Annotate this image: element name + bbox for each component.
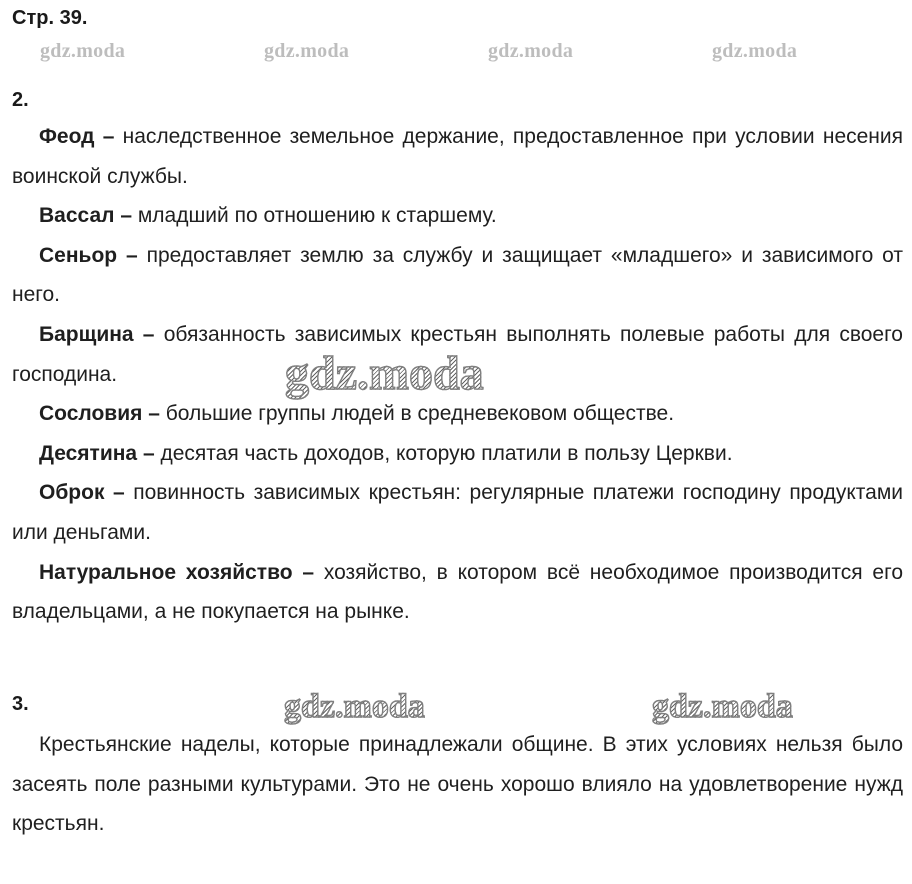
definition-item	[12, 394, 903, 434]
definition-item	[12, 434, 903, 474]
definition-term: Сословия –	[39, 402, 160, 426]
definition-text: повинность зависимых крестьян: регулярные платежи господину продуктами или деньгами.	[12, 481, 903, 544]
definition-text: младший по отношению к старшему.	[132, 204, 497, 228]
definition-term: Феод –	[39, 125, 115, 148]
page-title: Стр. 39.	[12, 7, 88, 29]
definition-term: Оброк –	[39, 481, 125, 505]
section-2-number: 2.	[12, 89, 29, 111]
definition-text: десятая часть доходов, которую платили в пользу Церкви.	[154, 441, 733, 465]
definition-item	[12, 117, 903, 196]
section-3-number: 3.	[12, 693, 29, 715]
definition-text: наследственное земельное держание, предоставленное при условии несения воинской службы.	[12, 125, 904, 188]
definition-term: Натуральное хозяйство –	[39, 560, 315, 584]
definition-text: предоставляет землю за службу и защищает «младшего» и зависимого от него.	[12, 243, 903, 307]
definition-item	[12, 236, 903, 315]
definition-text: большие группы людей в средневековом обществе.	[159, 402, 675, 426]
watermark-large-right: gdz.moda	[652, 688, 793, 725]
definition-term: Вассал –	[39, 204, 132, 228]
watermark-small-1: gdz.moda	[40, 40, 126, 62]
definition-term: Барщина –	[39, 322, 155, 346]
definition-term: Десятина –	[39, 441, 155, 465]
definition-term: Сеньор –	[39, 243, 138, 267]
definition-text: обязанность зависимых крестьян выполнять полевые работы для своего господина.	[12, 322, 903, 386]
definition-item	[12, 473, 903, 552]
definition-item	[12, 196, 903, 236]
watermark-small-4: gdz.moda	[712, 40, 798, 62]
watermark-small-2: gdz.moda	[264, 40, 350, 62]
watermark-large-center: gdz.moda	[285, 347, 484, 400]
watermark-small-3: gdz.moda	[488, 40, 574, 62]
section-3-answer	[12, 725, 903, 844]
definition-item	[12, 553, 903, 632]
watermark-large-left: gdz.moda	[284, 688, 425, 725]
definition-text: хозяйство, в котором всё необходимое производится его владельцами, а не покупается на рынке.	[12, 560, 903, 624]
answer-paragraph: Крестьянские наделы, которые принадлежали общине. В этих условиях нельзя было засеять поле разными культурами. Это не очень хорошо влияло на удовлетворение нужд крестьян.	[12, 733, 903, 836]
